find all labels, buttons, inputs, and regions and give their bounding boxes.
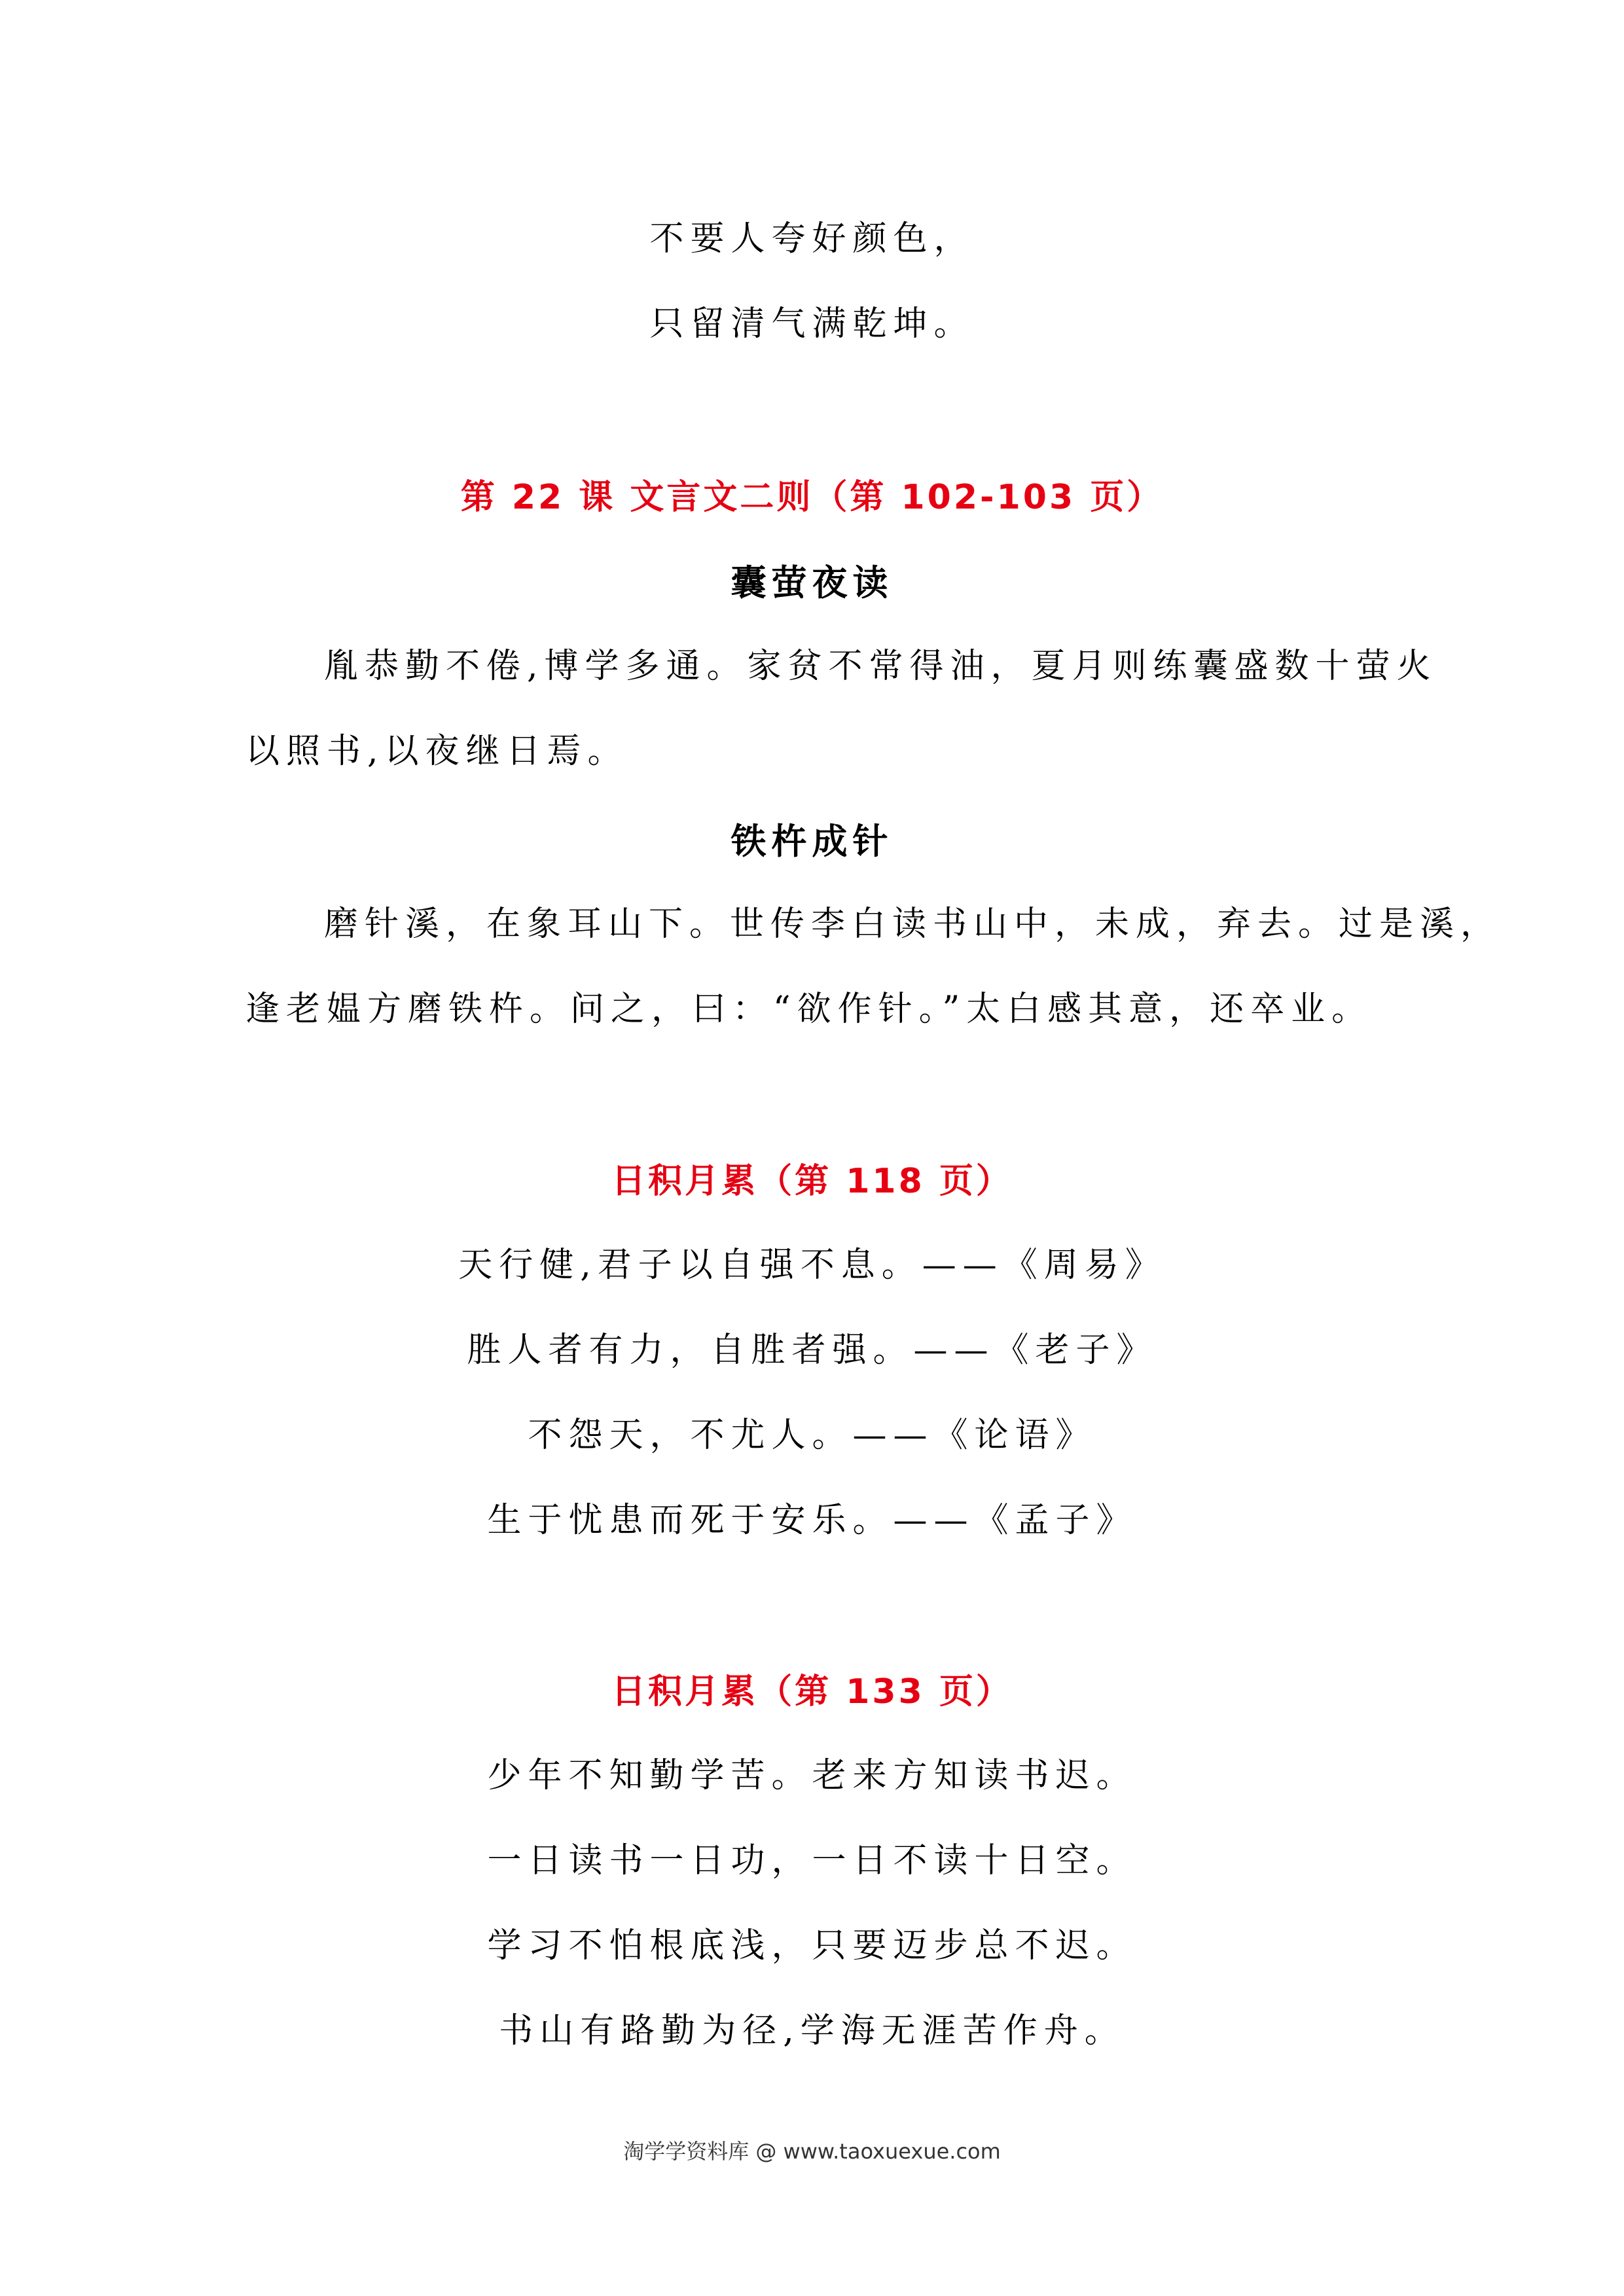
quote-line: 不怨天，不尤人。——《论语》	[528, 1416, 1096, 1455]
footer-watermark: 淘学学资料库 @ www.taoxuexue.com	[623, 2139, 1001, 2164]
story-text-line: 胤恭勤不倦,博学多通。家贫不常得油，夏月则练囊盛数十萤火	[324, 647, 1437, 686]
quote-line: 一日读书一日功，一日不读十日空。	[487, 1841, 1137, 1880]
story-text-line: 磨针溪，在象耳山下。世传李白读书山中，未成，弃去。过是溪，	[324, 905, 1502, 944]
poem-line: 只留清气满乾坤。	[649, 304, 975, 344]
quote-line: 少年不知勤学苦。老来方知读书迟。	[487, 1756, 1137, 1795]
story-text-line: 逢老媪方磨铁杵。问之，曰：“欲作针。”太白感其意，还卒业。	[245, 990, 1373, 1029]
quote-line: 学习不怕根底浅，只要迈步总不迟。	[487, 1926, 1137, 1965]
story-title: 铁杵成针	[731, 820, 893, 862]
quote-line: 书山有路勤为径,学海无涯苦作舟。	[499, 2011, 1125, 2051]
quote-line: 天行健,君子以自强不息。——《周易》	[458, 1246, 1166, 1285]
lesson-title: 第 22 课 文言文二则（第 102-103 页）	[460, 478, 1164, 517]
section-title: 日积月累（第 118 页）	[611, 1162, 1013, 1201]
section-title: 日积月累（第 133 页）	[611, 1672, 1013, 1712]
quote-line: 生于忧患而死于安乐。——《孟子》	[487, 1501, 1137, 1540]
quote-line: 胜人者有力，自胜者强。——《老子》	[467, 1331, 1157, 1370]
poem-line: 不要人夸好颜色，	[649, 219, 975, 259]
story-title: 囊萤夜读	[731, 562, 893, 603]
story-text-line: 以照书,以夜继日焉。	[245, 732, 628, 771]
